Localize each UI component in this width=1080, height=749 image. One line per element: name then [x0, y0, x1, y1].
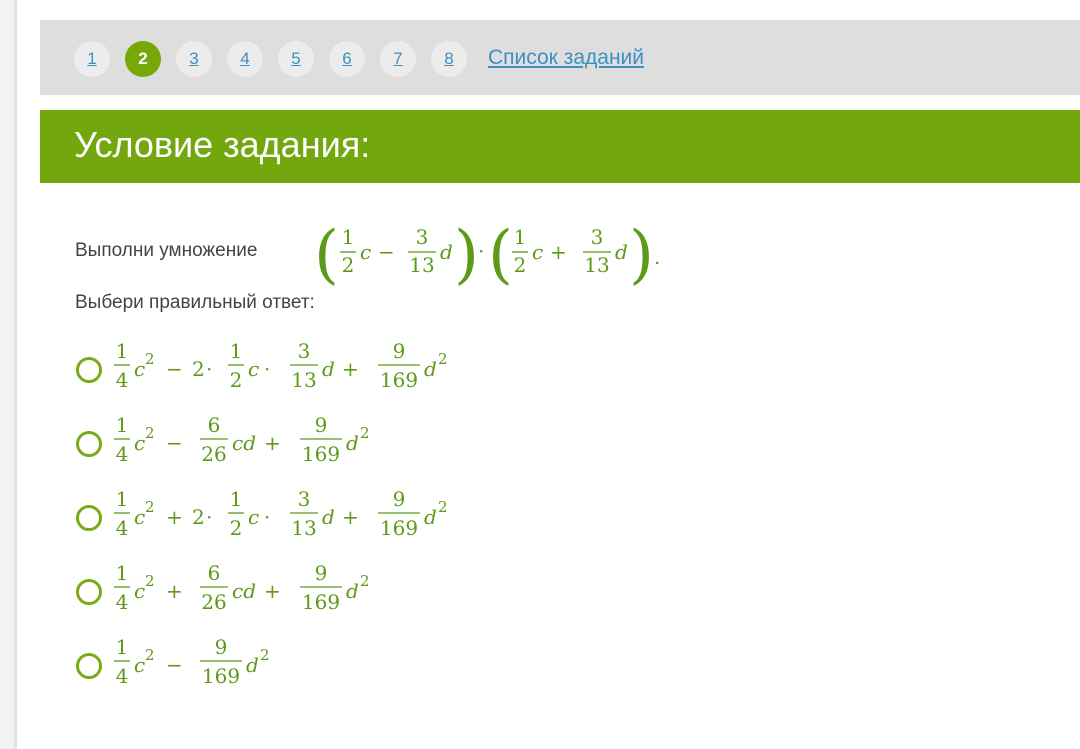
- var-d: d: [440, 240, 453, 264]
- svg-text:2: 2: [192, 357, 205, 381]
- svg-text:2: 2: [360, 572, 370, 590]
- svg-text:d: d: [322, 505, 335, 529]
- svg-text:4: 4: [115, 590, 129, 614]
- paren-open-2: (: [488, 218, 513, 292]
- svg-text:·: ·: [206, 505, 213, 529]
- svg-text:+: +: [342, 357, 359, 381]
- paren-close-1: ): [454, 218, 479, 292]
- answer-5-radio[interactable]: [76, 653, 102, 679]
- svg-text:9: 9: [314, 413, 328, 437]
- task-navigation-bar: [40, 20, 1080, 95]
- svg-text:1: 1: [115, 561, 129, 585]
- answer-4-radio[interactable]: [76, 579, 102, 605]
- svg-text:c: c: [134, 579, 146, 603]
- answer-5-expression[interactable]: [110, 630, 310, 700]
- svg-text:d: d: [246, 653, 259, 677]
- svg-text:−: −: [166, 431, 183, 455]
- svg-text:1: 1: [229, 339, 243, 363]
- svg-text:6: 6: [207, 413, 221, 437]
- svg-text:26: 26: [201, 442, 227, 466]
- svg-text:9: 9: [392, 339, 406, 363]
- nav-page-7[interactable]: 7: [380, 41, 416, 77]
- svg-text:3: 3: [297, 339, 311, 363]
- svg-text:c: c: [134, 357, 146, 381]
- svg-text:+: +: [166, 505, 183, 529]
- svg-text:−: −: [166, 357, 183, 381]
- nav-page-2-current[interactable]: 2: [125, 41, 161, 77]
- svg-text:1: 1: [115, 487, 129, 511]
- svg-text:2: 2: [145, 498, 155, 516]
- svg-text:4: 4: [115, 664, 129, 688]
- frac-den: 13: [584, 253, 610, 277]
- nav-page-5[interactable]: 5: [278, 41, 314, 77]
- svg-text:2: 2: [438, 498, 448, 516]
- frac-den: 2: [341, 253, 355, 277]
- var-c: c: [360, 240, 372, 264]
- svg-text:1: 1: [115, 413, 129, 437]
- svg-text:·: ·: [264, 357, 271, 381]
- frac-den: 13: [409, 253, 435, 277]
- nav-page-6[interactable]: 6: [329, 41, 365, 77]
- svg-text:d: d: [424, 357, 437, 381]
- choose-answer-label: Выбери правильный ответ:: [75, 292, 315, 313]
- plus-sign: +: [550, 240, 567, 264]
- svg-text:d: d: [346, 579, 359, 603]
- svg-text:cd: cd: [232, 431, 257, 455]
- frac-num: 1: [341, 225, 355, 249]
- svg-text:9: 9: [314, 561, 328, 585]
- svg-text:1: 1: [115, 339, 129, 363]
- answer-2-radio[interactable]: [76, 431, 102, 457]
- svg-text:169: 169: [301, 590, 341, 614]
- var-c: c: [532, 240, 544, 264]
- svg-text:2: 2: [145, 572, 155, 590]
- svg-text:2: 2: [438, 350, 448, 368]
- svg-text:2: 2: [145, 424, 155, 442]
- svg-text:−: −: [166, 653, 183, 677]
- answer-1-radio[interactable]: [76, 357, 102, 383]
- svg-text:·: ·: [264, 505, 271, 529]
- svg-text:3: 3: [297, 487, 311, 511]
- svg-text:2: 2: [360, 424, 370, 442]
- svg-text:9: 9: [392, 487, 406, 511]
- nav-page-1[interactable]: 1: [74, 41, 110, 77]
- svg-text:6: 6: [207, 561, 221, 585]
- svg-text:2: 2: [145, 350, 155, 368]
- period: .: [654, 245, 661, 269]
- svg-text:c: c: [248, 505, 260, 529]
- answer-3-radio[interactable]: [76, 505, 102, 531]
- paren-open-1: (: [314, 218, 339, 292]
- nav-page-8[interactable]: 8: [431, 41, 467, 77]
- svg-text:2: 2: [260, 646, 270, 664]
- answer-3-expression[interactable]: [110, 482, 470, 552]
- svg-text:4: 4: [115, 516, 129, 540]
- answer-2-expression[interactable]: [110, 408, 410, 478]
- svg-text:1: 1: [115, 635, 129, 659]
- svg-text:4: 4: [115, 368, 129, 392]
- task-header: [40, 110, 1080, 183]
- svg-text:169: 169: [379, 368, 419, 392]
- svg-text:2: 2: [229, 368, 243, 392]
- frac-num: 1: [513, 225, 527, 249]
- svg-text:+: +: [264, 579, 281, 603]
- svg-text:2: 2: [192, 505, 205, 529]
- page-title: Условие задания:: [74, 124, 371, 165]
- paren-close-2: ): [629, 218, 654, 292]
- task-list-link[interactable]: Список заданий: [488, 46, 645, 69]
- svg-text:d: d: [424, 505, 437, 529]
- svg-text:169: 169: [379, 516, 419, 540]
- svg-text:d: d: [322, 357, 335, 381]
- task-expression: [312, 214, 672, 292]
- svg-text:·: ·: [206, 357, 213, 381]
- svg-text:2: 2: [145, 646, 155, 664]
- answer-4-expression[interactable]: [110, 556, 410, 626]
- svg-text:+: +: [166, 579, 183, 603]
- svg-text:169: 169: [201, 664, 241, 688]
- svg-text:+: +: [264, 431, 281, 455]
- svg-text:4: 4: [115, 442, 129, 466]
- svg-text:c: c: [134, 431, 146, 455]
- svg-text:c: c: [134, 505, 146, 529]
- svg-text:169: 169: [301, 442, 341, 466]
- minus-sign: −: [378, 240, 395, 264]
- task-prompt: Выполни умножение: [75, 240, 258, 261]
- svg-text:c: c: [248, 357, 260, 381]
- frac-den: 2: [513, 253, 527, 277]
- answer-1-expression[interactable]: [110, 334, 470, 404]
- frac-num: 3: [415, 225, 429, 249]
- svg-text:26: 26: [201, 590, 227, 614]
- svg-text:2: 2: [229, 516, 243, 540]
- svg-text:cd: cd: [232, 579, 257, 603]
- nav-page-3[interactable]: 3: [176, 41, 212, 77]
- svg-text:13: 13: [291, 368, 317, 392]
- nav-page-4[interactable]: 4: [227, 41, 263, 77]
- frac-num: 3: [590, 225, 604, 249]
- svg-text:+: +: [342, 505, 359, 529]
- svg-text:1: 1: [229, 487, 243, 511]
- svg-text:c: c: [134, 653, 146, 677]
- svg-text:13: 13: [291, 516, 317, 540]
- var-d: d: [615, 240, 628, 264]
- svg-text:9: 9: [214, 635, 228, 659]
- dot-operator: ·: [478, 239, 485, 263]
- svg-text:d: d: [346, 431, 359, 455]
